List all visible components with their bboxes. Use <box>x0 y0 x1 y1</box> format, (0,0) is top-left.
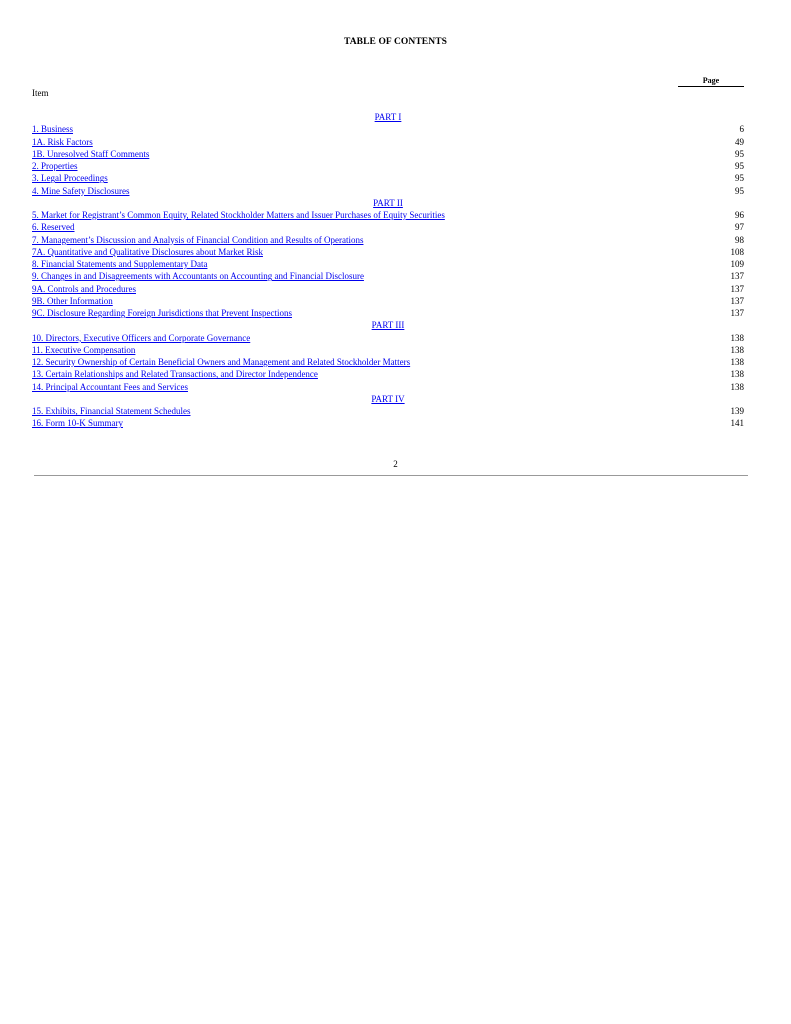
table-of-contents <box>32 111 744 430</box>
page-column-header: Page <box>678 76 744 87</box>
toc-page-number: 138 <box>730 332 744 343</box>
toc-item-link[interactable]: 15. Exhibits, Financial Statement Schedules <box>32 406 191 416</box>
toc-item-link[interactable]: 13. Certain Relationships and Related Transactions, and Director Independence <box>32 369 318 380</box>
toc-page-number: 95 <box>735 185 744 196</box>
toc-part-link[interactable]: PART IV <box>371 393 405 404</box>
toc-row <box>32 417 744 429</box>
toc-row <box>32 246 744 258</box>
toc-page-number: 138 <box>730 344 744 355</box>
toc-page-number: 49 <box>735 136 744 147</box>
toc-row <box>32 381 744 393</box>
toc-row <box>32 148 744 160</box>
toc-page-number: 95 <box>735 148 744 159</box>
toc-item-link[interactable]: 1A. Risk Factors <box>32 136 93 147</box>
toc-row <box>32 258 744 270</box>
toc-part-link[interactable]: PART I <box>374 112 402 122</box>
toc-item-link[interactable]: 7. Management’s Discussion and Analysis of Financial Condition and Results of Operations <box>32 234 364 245</box>
toc-item-link[interactable]: 6. Reserved <box>32 222 75 233</box>
toc-page-number: 138 <box>730 357 744 367</box>
toc-item-link[interactable]: 9. Changes in and Disagreements with Accountants on Accounting and Financial Disclosure <box>32 271 364 282</box>
toc-part-heading <box>32 319 744 331</box>
toc-row <box>32 234 744 246</box>
toc-row <box>32 185 744 197</box>
toc-item-link[interactable]: 4. Mine Safety Disclosures <box>32 185 130 196</box>
toc-row <box>32 344 744 356</box>
toc-item-link[interactable]: 16. Form 10-K Summary <box>32 418 123 429</box>
toc-item-link[interactable]: 11. Executive Compensation <box>32 344 136 355</box>
toc-item-link[interactable]: 12. Security Ownership of Certain Beneficial Owners and Management and Related Stockholder Matters <box>32 357 411 367</box>
footer-rule <box>34 475 748 476</box>
toc-item-link[interactable]: 5. Market for Registrant’s Common Equity, Related Stockholder Matters and Issuer Purchases of Equity Securities <box>32 210 445 220</box>
toc-row <box>32 172 744 184</box>
toc-page-number: 137 <box>730 308 744 318</box>
toc-page-number: 141 <box>730 418 744 429</box>
toc-item-link[interactable]: 9C. Disclosure Regarding Foreign Jurisdictions that Prevent Inspections <box>32 308 292 318</box>
toc-item-link[interactable]: 2. Properties <box>32 161 78 171</box>
toc-page-number: 109 <box>730 259 744 269</box>
toc-row <box>32 136 744 148</box>
toc-row <box>32 356 744 368</box>
toc-page-number: 95 <box>735 161 744 171</box>
item-column-header: Item <box>32 88 49 98</box>
toc-part-heading <box>32 111 744 123</box>
toc-page-number: 138 <box>730 369 744 380</box>
toc-row <box>32 295 744 307</box>
toc-page-number: 108 <box>730 246 744 257</box>
toc-row <box>32 160 744 172</box>
toc-part-heading <box>32 197 744 209</box>
toc-row <box>32 332 744 344</box>
toc-part-heading <box>32 393 744 405</box>
toc-page-number: 139 <box>730 406 744 416</box>
toc-page-number: 98 <box>735 234 744 245</box>
toc-page-number: 138 <box>730 381 744 392</box>
toc-item-link[interactable]: 3. Legal Proceedings <box>32 173 108 184</box>
toc-page-number: 6 <box>739 124 744 135</box>
toc-item-link[interactable]: 1B. Unresolved Staff Comments <box>32 148 150 159</box>
toc-item-link[interactable]: 7A. Quantitative and Qualitative Disclosures about Market Risk <box>32 246 263 257</box>
toc-item-link[interactable]: 9A. Controls and Procedures <box>32 283 136 294</box>
toc-page-number: 95 <box>735 173 744 184</box>
toc-row <box>32 368 744 380</box>
toc-item-link[interactable]: 1. Business <box>32 124 74 135</box>
toc-row <box>32 405 744 417</box>
toc-page-number: 96 <box>735 210 744 220</box>
toc-row <box>32 123 744 135</box>
page-number: 2 <box>393 459 398 469</box>
toc-part-link[interactable]: PART III <box>371 320 405 331</box>
toc-page-number: 137 <box>730 283 744 294</box>
toc-item-link[interactable]: 8. Financial Statements and Supplementary Data <box>32 259 208 269</box>
toc-row <box>32 283 744 295</box>
toc-page-number: 97 <box>735 222 744 233</box>
page-title: TABLE OF CONTENTS <box>343 37 448 47</box>
toc-part-link[interactable]: PART II <box>373 197 403 208</box>
toc-row <box>32 209 744 221</box>
toc-item-link[interactable]: 14. Principal Accountant Fees and Services <box>32 381 188 392</box>
toc-row <box>32 221 744 233</box>
toc-page-number: 137 <box>730 271 744 282</box>
toc-row <box>32 270 744 282</box>
toc-item-link[interactable]: 9B. Other Information <box>32 295 113 306</box>
toc-row <box>32 307 744 319</box>
toc-item-link[interactable]: 10. Directors, Executive Officers and Corporate Governance <box>32 332 251 343</box>
toc-page-number: 137 <box>730 295 744 306</box>
